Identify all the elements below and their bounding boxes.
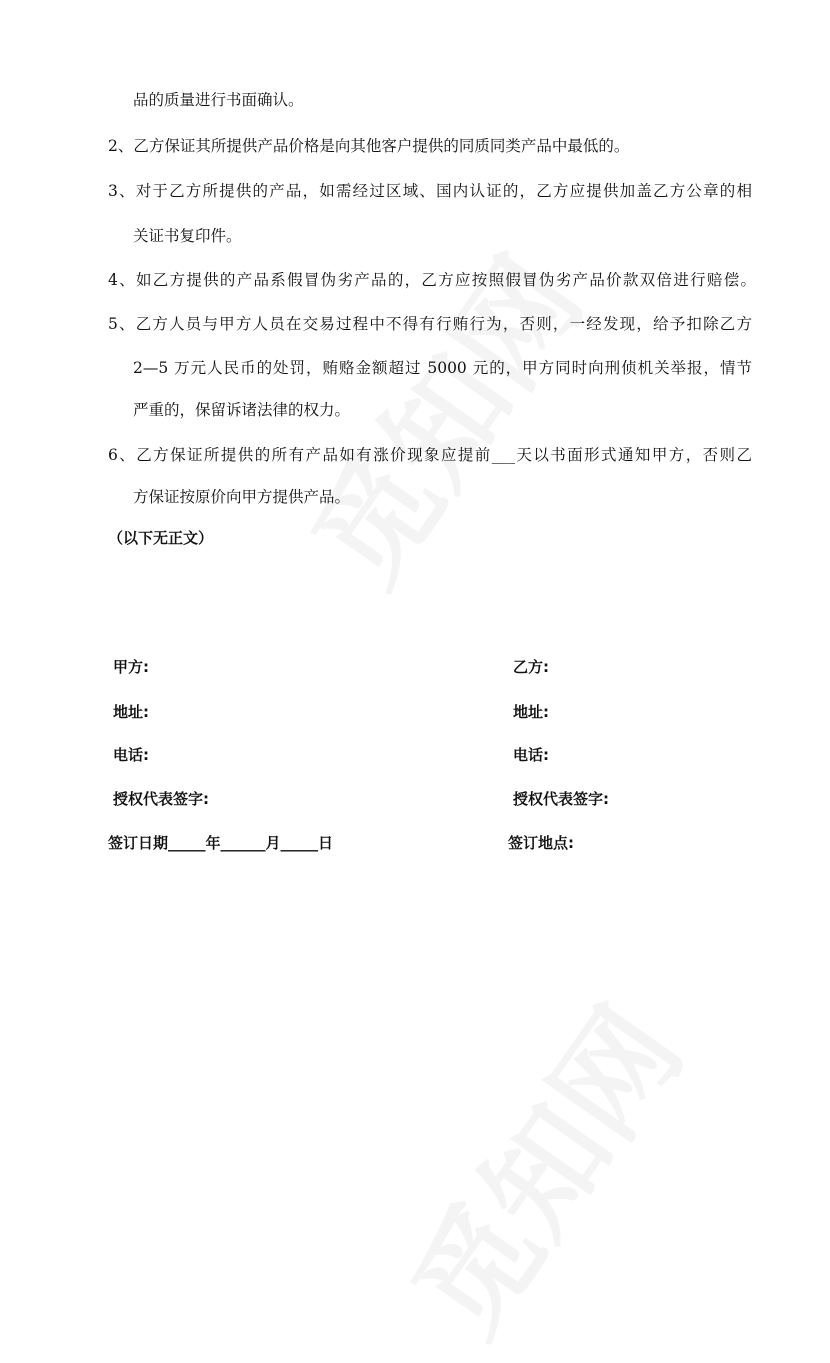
- clause-4: 4、如乙方提供的产品系假冒伪劣产品的，乙方应按照假冒伪劣产品价款双倍进行赔偿。: [108, 271, 756, 289]
- party-a-address: 地址:: [113, 703, 149, 721]
- party-b-address: 地址:: [513, 703, 549, 721]
- text-line: 严重的，保留诉诸法律的权力。: [133, 401, 351, 419]
- party-a-phone: 电话:: [113, 746, 149, 764]
- sign-place: 签订地点:: [508, 834, 574, 852]
- clause-5: 5、乙方人员与甲方人员在交易过程中不得有行贿行为，否则，一经发现，给予扣除乙方: [108, 315, 752, 333]
- clause-6: 6、乙方保证所提供的所有产品如有涨价现象应提前___天以书面形式通知甲方，否则乙: [108, 446, 752, 464]
- text-line: 2—5 万元人民币的处罚，贿赂金额超过 5000 元的，甲方同时向刑侦机关举报，情节: [133, 359, 752, 377]
- sign-date: 签订日期_____年______月_____日: [108, 834, 334, 852]
- party-b-label: 乙方:: [513, 658, 549, 676]
- clause-3: 3、对于乙方所提供的产品，如需经过区域、国内认证的，乙方应提供加盖乙方公章的相: [108, 182, 752, 200]
- watermark-bottom: [366, 969, 713, 1363]
- text-line: 关证书复印件。: [133, 227, 242, 245]
- text-line: 方保证按原价向甲方提供产品。: [133, 488, 351, 506]
- party-a-signer: 授权代表签字:: [113, 790, 209, 808]
- end-note: （以下无正文）: [108, 529, 214, 547]
- text-line: 品的质量进行书面确认。: [133, 91, 304, 109]
- party-a-label: 甲方:: [113, 658, 149, 676]
- party-b-signer: 授权代表签字:: [513, 790, 609, 808]
- clause-2: 2、乙方保证其所提供产品价格是向其他客户提供的同质同类产品中最低的。: [108, 137, 630, 155]
- party-b-phone: 电话:: [513, 746, 549, 764]
